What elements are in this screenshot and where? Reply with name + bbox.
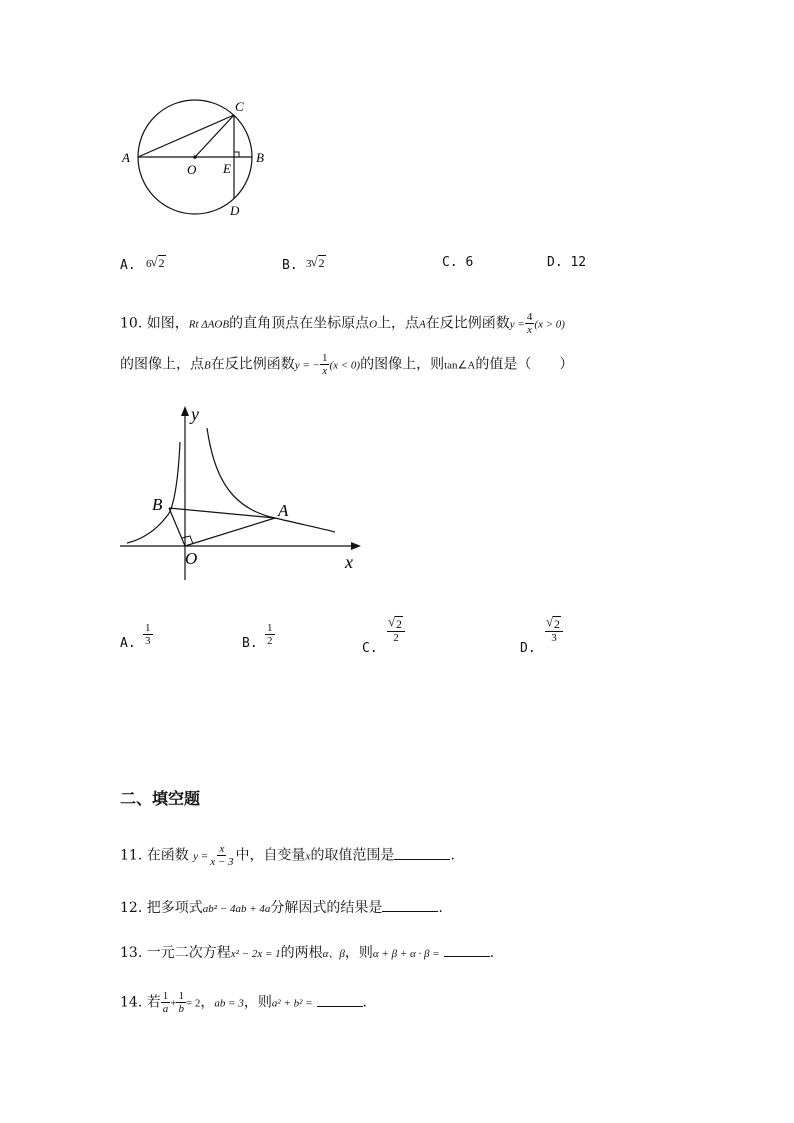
sqrt: √ 2 [310,254,325,270]
label-a: A [278,501,289,520]
q10-option-c-value: √ 2 2 [387,618,405,644]
answer-blank[interactable] [317,992,363,1007]
q11: 11. 在函数 y = $\frac{x}{x - 3}$ 中，自变量x的取值范围是 . [120,843,455,868]
q10-option-d-value: √ 2 3 [545,618,563,644]
fraction: $\frac{1}{b}$ [178,990,184,1015]
right-angle-mark [234,152,239,157]
question-number: 12. [120,900,143,916]
answer-blank[interactable] [382,897,438,912]
q9-option-a-value [146,252,166,271]
q10-option-d: D. [520,641,536,656]
sqrt: √ 2 [150,254,165,270]
question-number: 13. [120,945,143,961]
q10-line2: 的图像上，点B在反比例函数y = − $\frac{1}{x}$ (x < 0)的图像上，则tan∠A的值是（ ） [120,352,574,377]
label-a: A [122,150,130,165]
answer-blank[interactable] [444,942,490,957]
q10-option-a-value: $\frac{1}{3}$ [145,622,151,647]
q14: 14. 若 $\frac{1}{a}$ + $\frac{1}{b}$ = 2，ab = 3，则a² + b² = . [120,990,367,1015]
fraction: $\frac{1}{a}$ [162,990,169,1015]
q10-option-c: C. [362,641,378,656]
label-e: E [223,161,231,176]
label-c: C [235,99,244,114]
label-o: O [185,549,198,568]
coef: 6 [146,258,152,270]
label-y: y [191,404,199,424]
q9-option-a [120,258,136,273]
question-number: 14. [120,994,143,1011]
section-title: 二、填空题 [120,789,201,808]
x-axis-arrow [351,542,361,550]
segment-ob [169,508,185,546]
option-label: A. [120,258,136,273]
q10-option-b: B. [242,636,258,651]
label-d: D [230,203,240,218]
coef: 3 [306,258,312,270]
q9-option-b-value [306,252,326,271]
q12: 12. 把多项式ab² − 4ab + 4a分解因式的结果是 . [120,897,443,917]
circle-figure [110,95,280,225]
fraction: $\frac{1}{x}$ [321,352,328,377]
option-label: B. [282,258,298,273]
q9-option-c: C. 6 [442,255,474,270]
segment-oc [195,115,234,157]
fraction: $\frac{4}{x}$ [526,311,533,336]
question-number: 11. [120,847,143,864]
fraction: $\frac{x}{x - 3}$ [210,843,234,868]
q10-option-b-value: $\frac{1}{2}$ [267,622,273,647]
segment-ac [138,115,234,157]
curve-left [127,442,180,543]
curve-right [207,428,335,532]
label-o: O [187,162,197,177]
label-x: x [345,552,353,572]
graph-figure [115,400,375,585]
answer-blank[interactable] [394,845,450,860]
label-b: B [256,150,264,165]
y-axis-arrow [181,406,189,416]
q10-option-a: A. [120,636,136,651]
question-number: 10. [120,315,143,332]
q10-line1: 10. 如图，Rt ΔAOB的直角顶点在坐标原点O上，点A在反比例函数y = $\frac{4}{x}$ (x > 0) [120,311,565,336]
label-b: B [152,495,163,514]
q9-option-b [282,258,298,273]
center-dot [193,155,197,159]
segment-oa [185,518,275,546]
q13: 13. 一元二次方程x² − 2x = 1的两根α、β，则α + β + α · β = . [120,942,494,962]
q9-option-d: D. 12 [547,255,587,270]
